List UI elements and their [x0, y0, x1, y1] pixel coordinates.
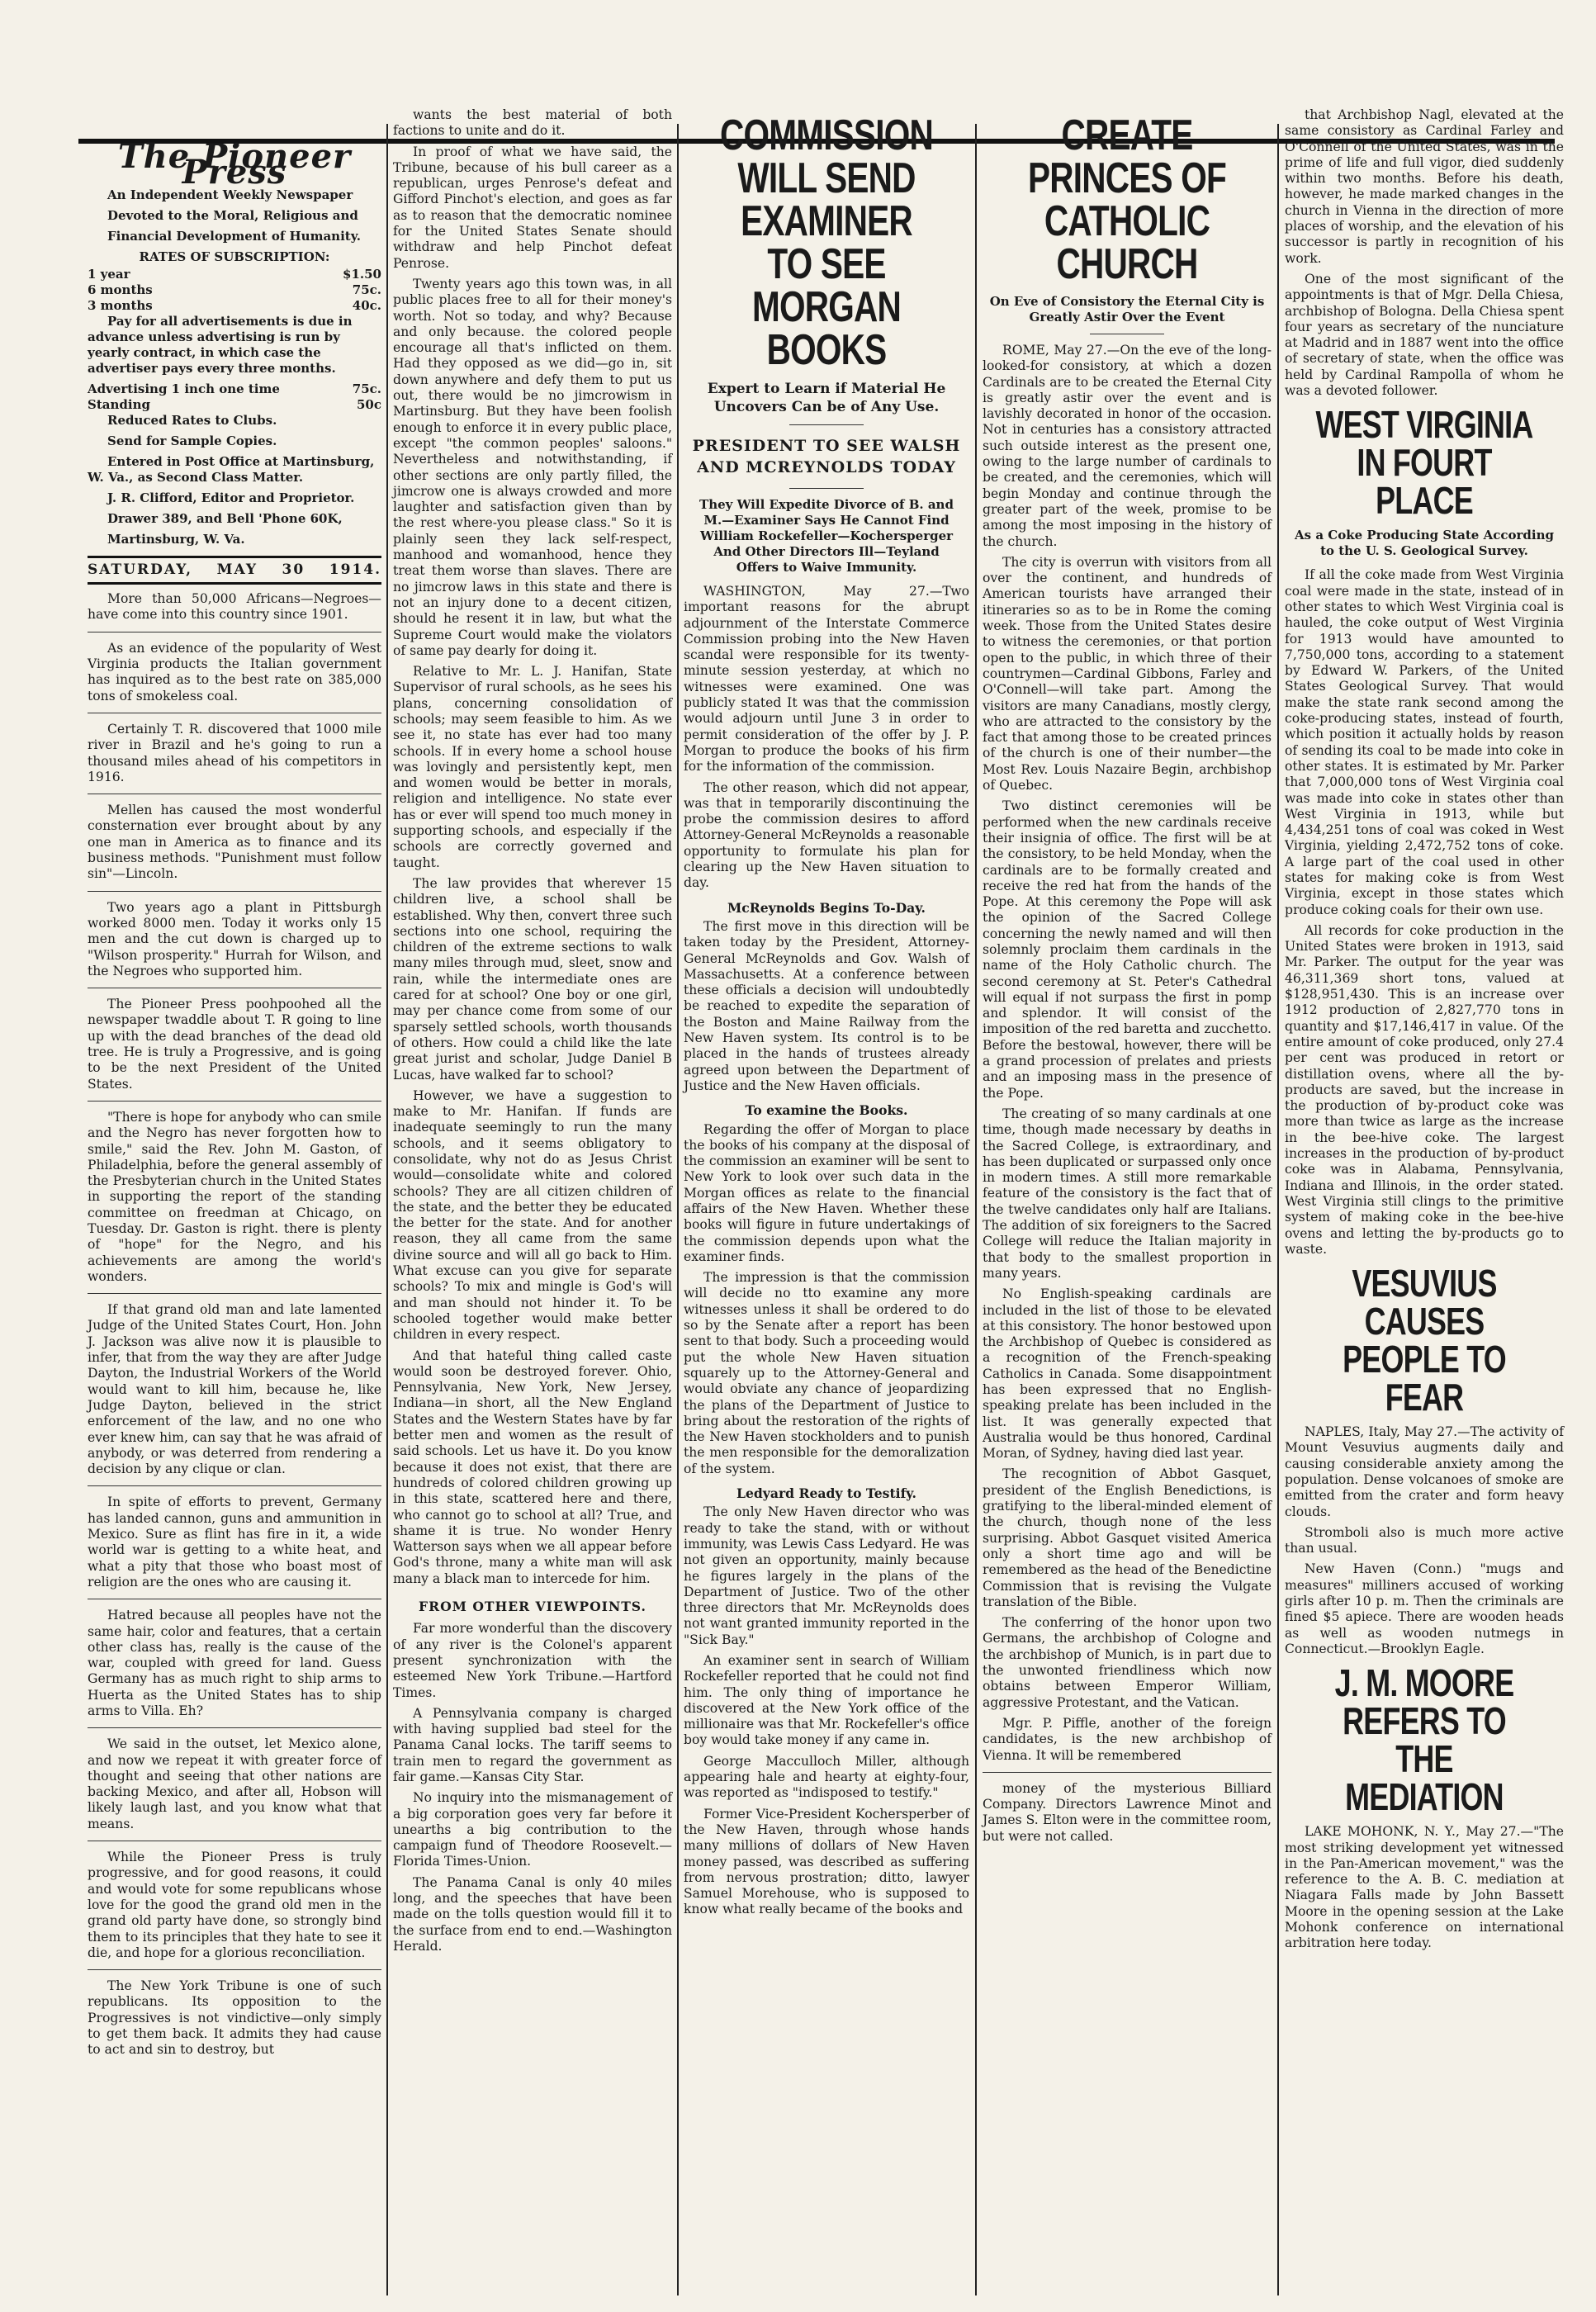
headline-moore: J. M. MOORE REFERS TO THE MEDIATION [1334, 1661, 1514, 1819]
column-separator [975, 124, 977, 2295]
paragraph: WASHINGTON, May 27.—Two important reasons for the abrupt adjournment of the Interstate Commerce Commission probing into the New Haven scandal were responsible for its twenty-minute session yesterday, at which no witnesses were examined. One was publicly stated It was that the commission would adjourn until June 3 in order to permit consideration of the offer by J. P. Morgan to produce the books of his firm for the information of the commission. [684, 584, 969, 775]
paragraph: The conferring of the honor upon two Germans, the archbishop of Cologne and the archbishop of Munich, is in part due to the unwonted friendliness which now obtains between Emperor William, aggressive Protestant, and the Vatican. [983, 1615, 1272, 1710]
paragraph: The other reason, which did not appear, was that in temporarily discontinuing the probe the commission desires to afford Attorney-General McReynolds a reasonable opportunity to formulate his plan for clearing up the New Haven situation to day. [684, 779, 969, 891]
paragraph: The recognition of Abbot Gasquet, president of the English Benedictions, is gratifying to the liberal-minded element of the church, though none of the less surprising. Abbot Gasquet visited America only a short time ago and will be remembered as the head of the Benedictine Commission that is revising the Vulgate translation of the Bible. [983, 1466, 1272, 1609]
rate-row: 6 months 75c. [88, 282, 381, 297]
paragraph: FROM OTHER VIEWPOINTS. [419, 1599, 646, 1615]
advertising-notice: Pay for all advertisements is due in advance unless advertising is run by yearly contract, in which case the advertiser pays every three months. [88, 313, 353, 376]
divider [983, 1772, 1272, 1773]
divider [789, 488, 864, 489]
deck-sub: They Will Expedite Divorce of B. and M.—Examiner Says He Cannot Find William Rockefeller—Kochersperger And Other Directors Ill—Teyland Offers to Waive Immunity. [699, 497, 954, 575]
paragraph: And that hateful thing called caste would soon be destroyed forever. Ohio, Pennsylvania, New York, New Jersey, Indiana—in short, all the New England States and the Western States have by far better men and women as the result of said schools. Let us have it. Do you know because it does not exist, that there are hundreds of colored children growing up in this state, scattered here and there, who cannot go to school at all? True, and shame it is true. No wonder Henry Watterson says when we all appear before God's throne, many a white man will ask many a black man to intercede for him. [393, 1348, 672, 1586]
paragraph: No English-speaking cardinals are included in the list of those to be elevated at this consistory. The honor bestowed upon the Archbishop of Quebec is considered as a recognition of the French-speaking Catholics in Canada. Some disappointment has been expressed that no English-speaking prelate has been included in the list. It was generally expected that Australia would be thus honored, Cardinal Moran, of Sydney, having died last year. [983, 1286, 1272, 1462]
article-body [1285, 1824, 1564, 1951]
article-body [684, 1504, 969, 1917]
divider [88, 1969, 381, 1970]
article-body [983, 343, 1272, 1764]
masthead-extra: Entered in Post Office at Martinsburg, W. Va., as Second Class Matter. [88, 453, 375, 485]
paragraph: In proof of what we have said, the Tribune, because of his bull career as a republican, urges Penrose's defeat and Gifford Pinchot's election, and goes as far as to reason that the democratic nominee for the United States Senate should withdraw and help Pinchot defeat Penrose. [393, 144, 672, 271]
divider [88, 1727, 381, 1728]
divider [789, 424, 864, 425]
headline-commission: COMMISSION WILL SEND EXAMINER TO SEE MORGAN BOOKS [719, 111, 934, 374]
editorial-items [393, 107, 672, 1954]
divider [88, 1485, 381, 1486]
rate-row: Standing 50c [88, 396, 381, 412]
paragraph: An examiner sent in search of William Rockefeller reported that he could not find him. The only thing of importance he discovered at the New York office of the millionaire was that Mr. Rockefeller's office boy would take money if any came in. [684, 1653, 969, 1748]
paragraph: NAPLES, Italy, May 27.—The activity of Mount Vesuvius augments daily and causing considerable anxiety among the population. Dense volcanoes of smoke are emitted from the crater and form heavy clouds. [1285, 1424, 1564, 1519]
headline-vesuvius: VESUVIUS CAUSES PEOPLE TO FEAR [1343, 1262, 1506, 1419]
column-separator [1277, 124, 1279, 2295]
paragraph: While the Pioneer Press is truly progressive, and for good reasons, it could and would vote for some republicans whose love for the good the grand old men in the grand old party have done, so strongly bind them to its principles that they hate to see it die, and hope for a glorious reconciliation. [88, 1850, 381, 1960]
column-4 [978, 107, 1276, 2279]
paragraph: The city is overrun with visitors from all over the continent, and hundreds of American tourists have arranged their itineraries so as to be in Rome the coming week. Those from the United States desire to witness the ceremonies, or that portion open to the public, in which three of their countrymen—Cardinal Gibbons, Farley and O'Connell—will take part. Among the visitors are many Canadians, mostly clergy, who are attracted to the consistory by the fact that among those to be created princes of the church is one of their number—the Most Rev. Louis Nazaire Begin, archbishop of Quebec. [983, 554, 1272, 794]
paragraph: The law provides that wherever 15 children live, a school shall be established. Why then, convert three such sections into one school, requiring the children of the extreme sections to walk many miles through mud, sleet, snow and rain, while the intermediate ones are cared for at school? One boy or one girl, may per chance come from some of our sparsely settled schools, worth thousands of others. How could a child like the late great jurist and scholar, Judge Daniel B Lucas, have walked far to school? [393, 875, 672, 1083]
deck: On Eve of Consistory the Eternal City is Greatly Astir Over the Event [989, 294, 1265, 325]
deck-president: PRESIDENT TO SEE WALSH AND MCREYNOLDS TODAY [692, 437, 961, 476]
masthead-extra: Reduced Rates to Clubs. [107, 412, 277, 428]
paragraph: Former Vice-President Kochersperber of the New Haven, through whose hands many millions of dollars of New Haven money passed, was described as suffering from nervous prostration; ditto, lawyer Samuel Morehouse, who is supposed to know what really became of the books and [684, 1806, 969, 1917]
article-body [1285, 567, 1564, 1258]
headline-princes: CREATE PRINCES OF CATHOLIC CHURCH [1027, 111, 1227, 288]
paragraph: The impression is that the commission will decide no tto examine any more witnesses unless it shall be ordered to do so by the Senate after a report has been sent to that body. Such a proceeding would put the whole New Haven situation squarely up to the Attorney-General and would obviate any chance of jeopardizing the plans of the Department of Justice to bring about the restoration of the rights of the New Haven stockholders and to punish the men responsible for the demoralization of the system. [684, 1270, 969, 1476]
paragraph: New Haven (Conn.) "mugs and measures" milliners accused of working girls after 10 p. m. Then the criminals are fined $5 apiece. There are wooden heads as well as wooden nutmegs in Connecticut.—Brooklyn Eagle. [1285, 1561, 1564, 1656]
paragraph: The first move in this direction will be taken today by the President, Attorney-General McReynolds and Gov. Walsh of Massachusetts. At a conference between these officials a decision will undoubtedly be reached to expedite the separation of the Boston and Maine Railway from the New Haven system. Its control is to be placed in the hands of trustees already agreed upon between the Department of Justice and the New Haven officials. [684, 918, 969, 1093]
article-body [1285, 1424, 1564, 1657]
paragraph: In spite of efforts to prevent, Germany has landed cannon, guns and ammunition in Mexico. Sure as flint has fire in it, a wide world war is getting to a white heat, and what a pity that those who boast most of religion are the ones who are causing it. [88, 1495, 381, 1590]
paragraph: George Macculloch Miller, although appearing hale and hearty at eighty-four, was reported as "indisposed to testify." [684, 1753, 969, 1801]
paragraph: LAKE MOHONK, N. Y., May 27.—"The most striking development yet witnessed in the Pan-American movement," was the reference to the A. B. C. mediation at Niagara Falls made by John Bassett Moore in the opening session at the Lake Mohonk conference on international arbitration here today. [1285, 1824, 1564, 1951]
paragraph: that Archbishop Nagl, elevated at the same consistory as Cardinal Farley and O'Connell of the United States, was in the prime of life and full vigor, died suddenly within two months. Before his death, however, he made marked changes in the church in Vienna in the direction of more places of worship, and the elevation of his successor is partly in recognition of his work. [1285, 107, 1564, 266]
masthead-line: Financial Development of Humanity. [107, 228, 361, 244]
column-5 [1280, 107, 1569, 2279]
paragraph: The New York Tribune is one of such republicans. Its opposition to the Progressives is not vindictive—only simply to get them back. It admits they had cause to act and sin to destroy, but [88, 1978, 381, 2058]
masthead-line: Devoted to the Moral, Religious and [107, 207, 358, 223]
subhead: To examine the Books. [745, 1102, 908, 1119]
paragraph: One of the most significant of the appointments is that of Mgr. Della Chiesa, archbishop of Bologna. Della Chiesa spent four years as secretary of the nunciature at Madrid and in 1887 went into the office of secretary of state, when the office was held by Cardinal Rampolla of whom he was a devoted follower. [1285, 271, 1564, 399]
paragraph: Mellen has caused the most wonderful consternation ever brought about by any one man in America as to finance and its business methods. "Punishment must follow sin"—Lincoln. [88, 803, 381, 882]
masthead-extra: J. R. Clifford, Editor and Proprietor. [107, 490, 355, 505]
column-1 [83, 132, 386, 2304]
paragraph: Hatred because all peoples have not the same hair, color and features, that a certain other class has, really is the cause of the war, coupled with greed for land. Guess Germany has as much right to ship arms to Huerta as the United States has to ship arms to Villa. Eh? [88, 1608, 381, 1718]
paragraph: Stromboli also is much more active than usual. [1285, 1524, 1564, 1556]
paragraph: We said in the outset, let Mexico alone, and now we repeat it with greater force of thought and seeing that other nations are backing Mexico, and after all, Hobson will likely laugh last, and you know what that means. [88, 1736, 381, 1831]
column-2 [388, 107, 677, 2279]
column-3 [679, 107, 974, 2279]
paragraph: Relative to Mr. L. J. Hanifan, State Supervisor of rural schools, as he sees his plans, concerning consolidation of schools; may seem feasible to him. As we see it, no state has ever had too many schools. If in every home a school house was lovingly and persistently kept, men and women would be better in morals, religion and intelligence. No state ever has or ever will spend too much money in supporting schools, and especially if the schools are correctly governed and taught. [393, 664, 672, 870]
paragraph: If all the coke made from West Virginia coal were made in the state, instead of in other states to which West Virginia coal is hauled, the coke output of West Virginia for 1913 would have amounted to 7,750,000 tons, according to a statement by Edward W. Parkers, of the United States Geological Survey. That would make the state rank second among the coke-producing states, instead of fourth, which position it actually holds by reason of sending its coal to be made into coke in other states. It is estimated by Mr. Parker that 7,000,000 tons of West Virginia coal was made into coke in states other than West Virginia in 1913, while but 4,434,251 tons of coal was coked in West Virginia, yielding 2,472,752 tons of coke. A large part of the coal used in other states for making coke is from West Virginia, except in those states which produce coking coals for their own use. [1285, 567, 1564, 917]
subhead: Ledyard Ready to Testify. [736, 1485, 916, 1502]
article-body [684, 584, 969, 892]
paragraph: Far more wonderful than the discovery of any river is the Colonel's apparent present synchronization with the esteemed New York Tribune.—Hartford Times. [393, 1621, 672, 1700]
dateline: SATURDAY, MAY 30 1914. [88, 556, 381, 585]
divider [88, 1101, 381, 1102]
paragraph: The Pioneer Press poohpoohed all the newspaper twaddle about T. R going to line up with the dead branches of the dead old tree. He is truly a Progressive, and is going to be the next President of the United States. [88, 997, 381, 1092]
deck: As a Coke Producing State According to the U. S. Geological Survey. [1295, 528, 1554, 559]
paragraph: However, we have a suggestion to make to Mr. Hanifan. If funds are inadequate seemingly to run the many schools, and it seems obligatory to consolidate, why not do as Jesus Christ would—consolidate white and colored schools? They are all citizen children of the state, and the better they be educated the better for the state. And for another reason, they all came from the same divine source and will all go back to Him. What excuse can you give for separate schools? To mix and mingle is God's will and man should not hinder it. To be schooled together would make better children in every respect. [393, 1087, 672, 1343]
deck: Expert to Learn if Material He Uncovers Can be of Any Use. [707, 381, 946, 415]
masthead-extra: Drawer 389, and Bell 'Phone 60K, [107, 510, 343, 526]
paragraph: Two distinct ceremonies will be performed when the new cardinals receive their insignia of office. The first will be at the consistory, to be held Monday, when the cardinals are to be formally created and receive the red hat from the hands of the Pope. At this ceremony the Pope will ask the opinion of the Sacred College concerning the newly named and will then solemnly proclaim them cardinals in the name of the Holy Catholic church. The second ceremony at St. Peter's Cathedral will equal if not surpass the first in pomp and splendor. It will consist of the imposition of the red baretta and zucchetto. Before the bestowal, however, there will be a grand procession of prelates and priests and an imposing mass in the presence of the Pope. [983, 798, 1272, 1101]
paragraph: The Panama Canal is only 40 miles long, and the speeches that have been made on the tolls question would fill it to the surface from end to end.—Washington Herald. [393, 1874, 672, 1954]
paragraph: Twenty years ago this town was, in all public places free to all for their money's worth. Not so today, and why? Because and only because. the colored people encourage all that's inflicted on them. Had they opposed as we did—go in, sit down anywhere and defy them to put us out, there would be no jimcrowism in Martinsburg. But they have been foolish enough to enforce it in every public place, except "the common peoples' saloons." Nevertheless and notwithstanding, if other sections are only partly filled, the jimcrow one is always crowded and more laughter and satisfaction given than by the rest where-you please class." So it is plainly seen they lack self-respect, manhood and womanhood, hence they treat them worse than slaves. There are no jimcrow laws in this state and there is not an injury done to a decent citizen, should he resent it in law, but what the Supreme Court would make the violators of same pay dearly for doing it. [393, 276, 672, 658]
masthead-line: An Independent Weekly Newspaper [107, 187, 353, 202]
paragraph: All records for coke production in the United States were broken in 1913, said Mr. Parker. The output for the year was 46,311,369 short tons, valued at $128,951,430. This is an increase over 1912 production of 2,827,770 tons in quantity and $17,146,417 in value. Of the entire amount of coke produced, only 27.4 per cent was produced in retort or distillation ovens, where all the by-products are saved, but the increase in the production of by-product coke was more than twice as large as the increase in the bee-hive coke. The largest increases in the production of by-product coke was in Alabama, Pennsylvania, Indiana and Illinois, in the order stated. West Virginia still clings to the primitive system of making coke in the bee-hive ovens and letting the by-products go to waste. [1285, 922, 1564, 1257]
paragraph: wants the best material of both factions to unite and do it. [393, 107, 672, 139]
paragraph: If that grand old man and late lamented Judge of the United States Court, Hon. John J. Jackson was alive now it is plausible to infer, that from the way they are after Judge Dayton, the Industrial Workers of the World would want to kill him, because he, like Judge Dayton, believed in the strict enforcement of the law, and no one who ever knew him, can say that he was afraid of anybody, or was deterred from rendering a decision by any clique or clan. [88, 1302, 381, 1477]
paragraph: As an evidence of the popularity of West Virginia products the Italian government has inquired as to the best rate on 385,000 tons of smokeless coal. [88, 640, 381, 704]
article-body [684, 1122, 969, 1478]
article-body [684, 919, 969, 1094]
paragraph: More than 50,000 Africans—Negroes—have come into this country since 1901. [88, 591, 381, 623]
article-tail: money of the mysterious Billiard Company. Directors Lawrence Minot and James S. Elton were in the committee room, but were not called. [983, 1780, 1272, 1844]
masthead-title: The Pioneer Press [117, 137, 352, 192]
divider [88, 1293, 381, 1294]
paragraph: A Pennsylvania company is charged with having supplied bad steel for the Panama Canal locks. The tariff seems to train men to regard the government as fair game.—Kansas City Star. [393, 1705, 672, 1784]
rate-row: Advertising 1 inch one time 75c. [88, 381, 381, 396]
subhead: McReynolds Begins To-Day. [727, 899, 926, 916]
masthead-extra: Martinsburg, W. Va. [107, 531, 245, 547]
paragraph: Certainly T. R. discovered that 1000 mile river in Brazil and he's going to run a thousand miles ahead of his competitors in 1916. [88, 721, 381, 784]
rate-row: 3 months 40c. [88, 297, 381, 313]
paragraph: No inquiry into the mismanagement of a big corporation goes very far before it unearths a big contribution to the campaign fund of Theodore Roosevelt.—Florida Times-Union. [393, 1790, 672, 1869]
paragraph: ROME, May 27.—On the eve of the long-looked-for consistory, at which a dozen Cardinals are to be created the Eternal City is greatly astir over the event and is lavishly decorated in honor of the occasion. Not in centuries has a consistory attracted such outside interest as the present one, owing to the large number of cardinals to be created, and the ceremonies, which will begin Monday and continue through the greater part of the week, promise to be among the most imposing in the history of the church. [983, 343, 1272, 549]
masthead-extra: Send for Sample Copies. [107, 433, 277, 448]
paragraph: The only New Haven director who was ready to take the stand, with or without immunity, was Lewis Cass Ledyard. He was not given an opportunity, mainly because he figures largely in the plans of the Department of Justice. Two of the other three directors that Mr. McReynolds does not want granted immunity reported in the "Sick Bay." [684, 1504, 969, 1647]
paragraph: Mgr. P. Piffle, another of the foreign candidates, is the new archbishop of Vienna. It will be remembered [983, 1715, 1272, 1763]
headline-west-virginia: WEST VIRGINIA IN FOURT PLACE [1315, 403, 1533, 523]
paragraph: The creating of so many cardinals at one time, though made necessary by deaths in the Sacred College, is extraordinary, and has been duplicated or surpassed only once in modern times. A still more remarkable feature of the consistory is the fact that of the twelve candidates only half are Italians. The addition of six foreigners to the Sacred College will reduce the Italian majority in that body to the smallest proportion in many years. [983, 1106, 1272, 1281]
editorial-items [88, 591, 381, 2058]
paragraph: Two years ago a plant in Pittsburgh worked 8000 men. Today it works only 15 men and the cut down is charged up to "Wilson prosperity." Hurrah for Wilson, and the Negroes who supported him. [88, 899, 381, 978]
rate-row: 1 year $1.50 [88, 266, 381, 282]
paragraph: "There is hope for anybody who can smile and the Negro has never forgotten how to smile," said the Rev. John M. Gaston, of Philadelphia, before the general assembly of the Presbyterian church in the United States in supporting the report of the standing committee on freedman at Chicago, on Tuesday. Dr. Gaston is right. there is plenty of "hope" for the Negro, and his achievements are among the world's wonders. [88, 1109, 381, 1284]
rates-title: RATES OF SUBSCRIPTION: [139, 249, 330, 264]
paragraph: Regarding the offer of Morgan to place the books of his company at the disposal of the commission an examiner will be sent to New York to look over such data in the Morgan offices as relate to the financial affairs of the New Haven. Whether these books will figure in future undertakings of the commission depends upon what the examiner finds. [684, 1121, 969, 1264]
article-body [1285, 107, 1564, 399]
divider [88, 891, 381, 892]
